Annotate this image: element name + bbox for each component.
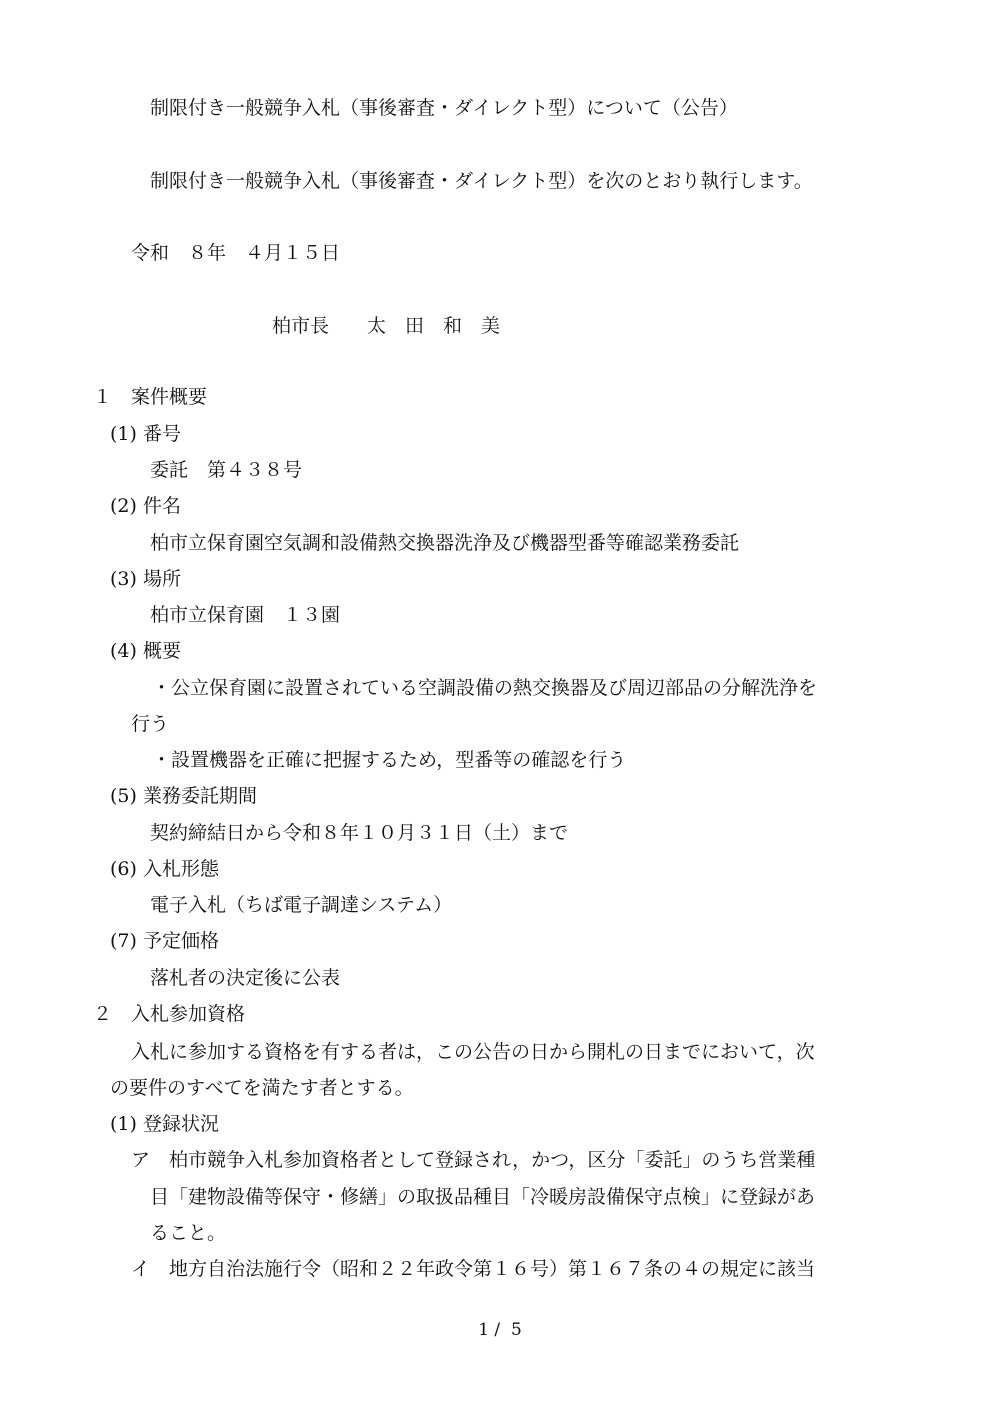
item2-text: 柏市立保育園空気調和設備熱交換器洗浄及び機器型番等確認業務委託: [150, 532, 740, 554]
item4-bullet1-line1: ・公立保育園に設置されている空調設備の熱交換器及び周辺部品の分解洗浄を: [152, 677, 818, 699]
item5-text: 契約締結日から令和８年１０月３１日（土）まで: [150, 822, 569, 844]
page-total: 5: [510, 1320, 522, 1340]
section2-intro-line1: 入札に参加する資格を有する者は，この公告の日から開札の日までにおいて，次: [131, 1041, 815, 1063]
issuer-name: 柏市長 太 田 和 美: [272, 315, 501, 337]
notice-date: 令和 ８年 ４月１５日: [131, 242, 341, 264]
section2-heading: ２ 入札参加資格: [93, 1003, 246, 1025]
item3-text: 柏市立保育園 １３園: [150, 604, 341, 626]
page-number: 1 / 5: [478, 1320, 522, 1340]
item7-text: 落札者の決定後に公表: [150, 967, 341, 989]
clause-a-line2: 目「建物設備等保守・修繕」の取扱品種目「冷暖房設備保守点検」に登録があ: [150, 1186, 816, 1208]
item6-text: 電子入札（ちば電子調達システム）: [150, 894, 453, 916]
item4-label: (4) 概要: [110, 640, 181, 662]
intro-text: 制限付き一般競争入札（事後審査・ダイレクト型）を次のとおり執行します。: [150, 170, 813, 192]
item6-label: (6) 入札形態: [110, 858, 219, 880]
page-current: 1: [478, 1320, 490, 1340]
clause-i-line1: イ 地方自治法施行令（昭和２２年政令第１６号）第１６７条の４の規定に該当: [131, 1258, 816, 1280]
item5-label: (5) 業務委託期間: [110, 785, 257, 807]
clause-a-line3: ること。: [150, 1222, 227, 1244]
item4-bullet1-line2: 行う: [131, 713, 170, 735]
notice-title: 制限付き一般競争入札（事後審査・ダイレクト型）について（公告）: [150, 97, 738, 119]
item2-label: (2) 件名: [110, 495, 181, 517]
item4-bullet2: ・設置機器を正確に把握するため，型番等の確認を行う: [152, 749, 627, 771]
clause-a-line1: ア 柏市競争入札参加資格者として登録され，かつ，区分「委託」のうち営業種: [131, 1149, 816, 1171]
item1-label: (1) 番号: [110, 423, 181, 445]
item1-text: 委託 第４３８号: [150, 459, 303, 481]
item7-label: (7) 予定価格: [110, 930, 219, 952]
item3-label: (3) 場所: [110, 568, 181, 590]
section1-heading: １ 案件概要: [93, 386, 208, 408]
section2-intro-line2: の要件のすべてを満たす者とする。: [110, 1077, 414, 1099]
sub1-label: (1) 登録状況: [110, 1113, 219, 1135]
